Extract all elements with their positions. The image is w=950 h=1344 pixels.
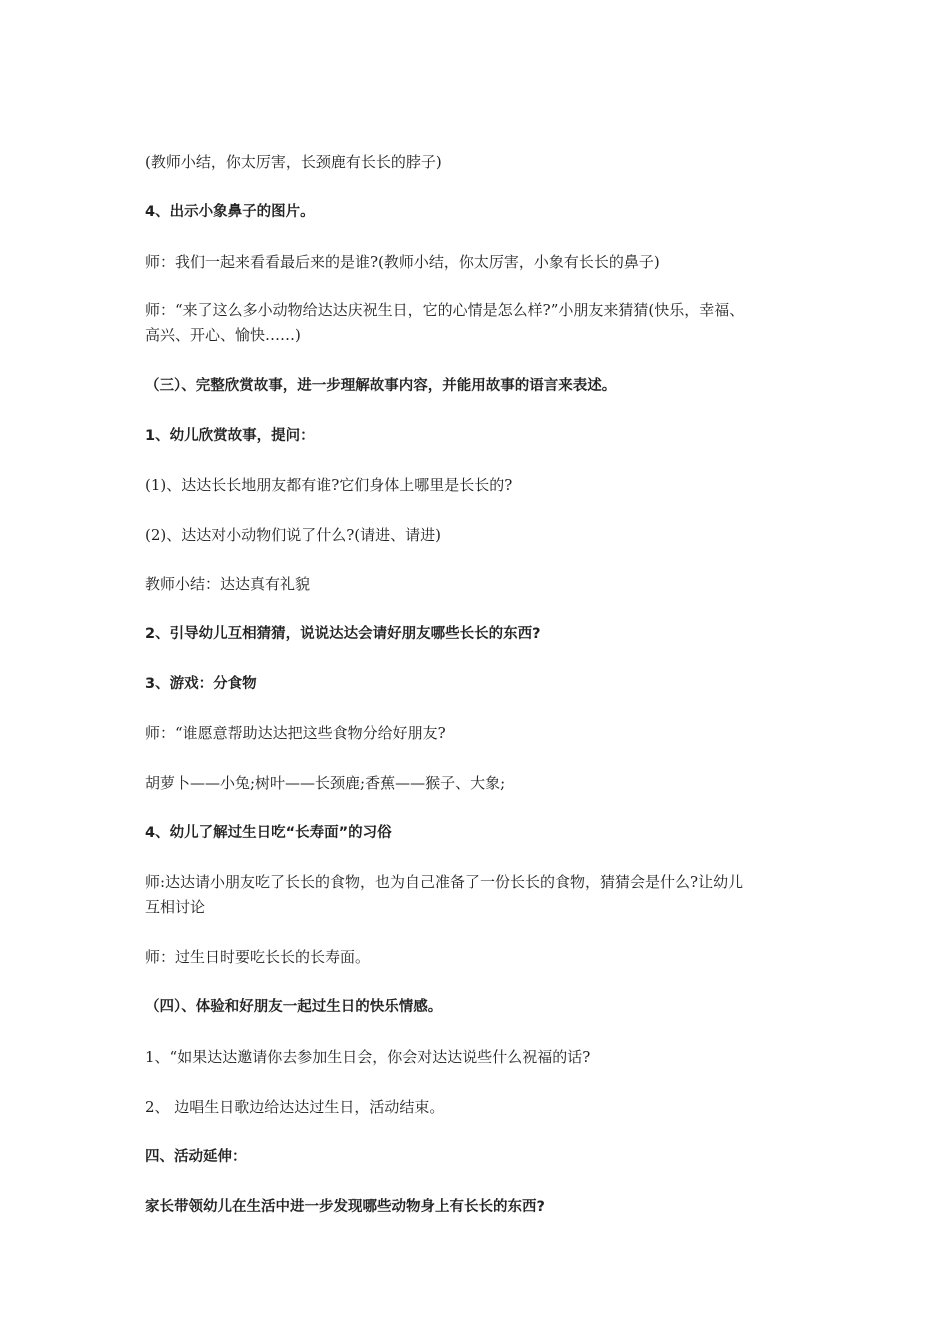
paragraph-guess-long-food-line2: 互相讨论 xyxy=(145,898,206,916)
paragraph-birthday-wishes: 1、“如果达达邀请你去参加生日会，你会对达达说些什么祝福的话? xyxy=(145,1048,591,1066)
paragraph-parents-discover: 家长带领幼儿在生活中进一步发现哪些动物身上有长长的东西? xyxy=(145,1199,545,1215)
paragraph-dada-mood-line2: 高兴、开心、愉快……) xyxy=(145,326,301,344)
paragraph-who-helps-dada: 师：“谁愿意帮助达达把这些食物分给好朋友? xyxy=(145,724,446,742)
heading-appreciate-story: 1、幼儿欣赏故事，提问： xyxy=(145,428,315,444)
heading-longevity-noodles: 4、幼儿了解过生日吃“长寿面”的习俗 xyxy=(145,825,392,841)
heading-game-share-food: 3、游戏：分食物 xyxy=(145,676,257,692)
paragraph-guess-long-food xyxy=(145,870,820,920)
paragraph-who-came-last: 师：我们一起来看看最后来的是谁?(教师小结，你太厉害，小象有长长的鼻子) xyxy=(145,253,660,271)
paragraph-teacher-summary-polite: 教师小结：达达真有礼貌 xyxy=(145,575,311,593)
paragraph-sing-birthday-song: 2、 边唱生日歌边给达达过生日，活动结束。 xyxy=(145,1098,445,1116)
paragraph-teacher-summary-giraffe: (教师小结，你太厉害，长颈鹿有长长的脖子) xyxy=(145,153,442,171)
heading-guess-together: 2、引导幼儿互相猜猜，说说达达会请好朋友哪些长长的东西? xyxy=(145,626,541,642)
heading-section-three: （三）、完整欣赏故事，进一步理解故事内容，并能用故事的语言来表述。 xyxy=(145,378,617,394)
paragraph-guess-long-food-line1: 师:达达请小朋友吃了长长的食物，也为自己准备了一份长长的食物，猜猜会是什么?让幼儿 xyxy=(145,873,744,891)
paragraph-dada-mood xyxy=(145,298,820,348)
paragraph-food-pairs: 胡萝卜——小兔;树叶——长颈鹿;香蕉——猴子、大象; xyxy=(145,774,506,792)
question-2: (2)、达达对小动物们说了什么?(请进、请进) xyxy=(145,526,441,544)
heading-activity-extension: 四、活动延伸： xyxy=(145,1149,247,1165)
paragraph-dada-mood-line1: 师：“来了这么多小动物给达达庆祝生日，它的心情是怎么样?”小朋友来猜猜(快乐，幸福、 xyxy=(145,301,745,319)
heading-section-four: （四）、体验和好朋友一起过生日的快乐情感。 xyxy=(145,999,443,1015)
question-1: (1)、达达长长地朋友都有谁?它们身体上哪里是长长的? xyxy=(145,476,513,494)
heading-show-elephant-picture: 4、出示小象鼻子的图片。 xyxy=(145,204,315,220)
paragraph-birthday-noodles: 师：过生日时要吃长长的长寿面。 xyxy=(145,948,371,966)
